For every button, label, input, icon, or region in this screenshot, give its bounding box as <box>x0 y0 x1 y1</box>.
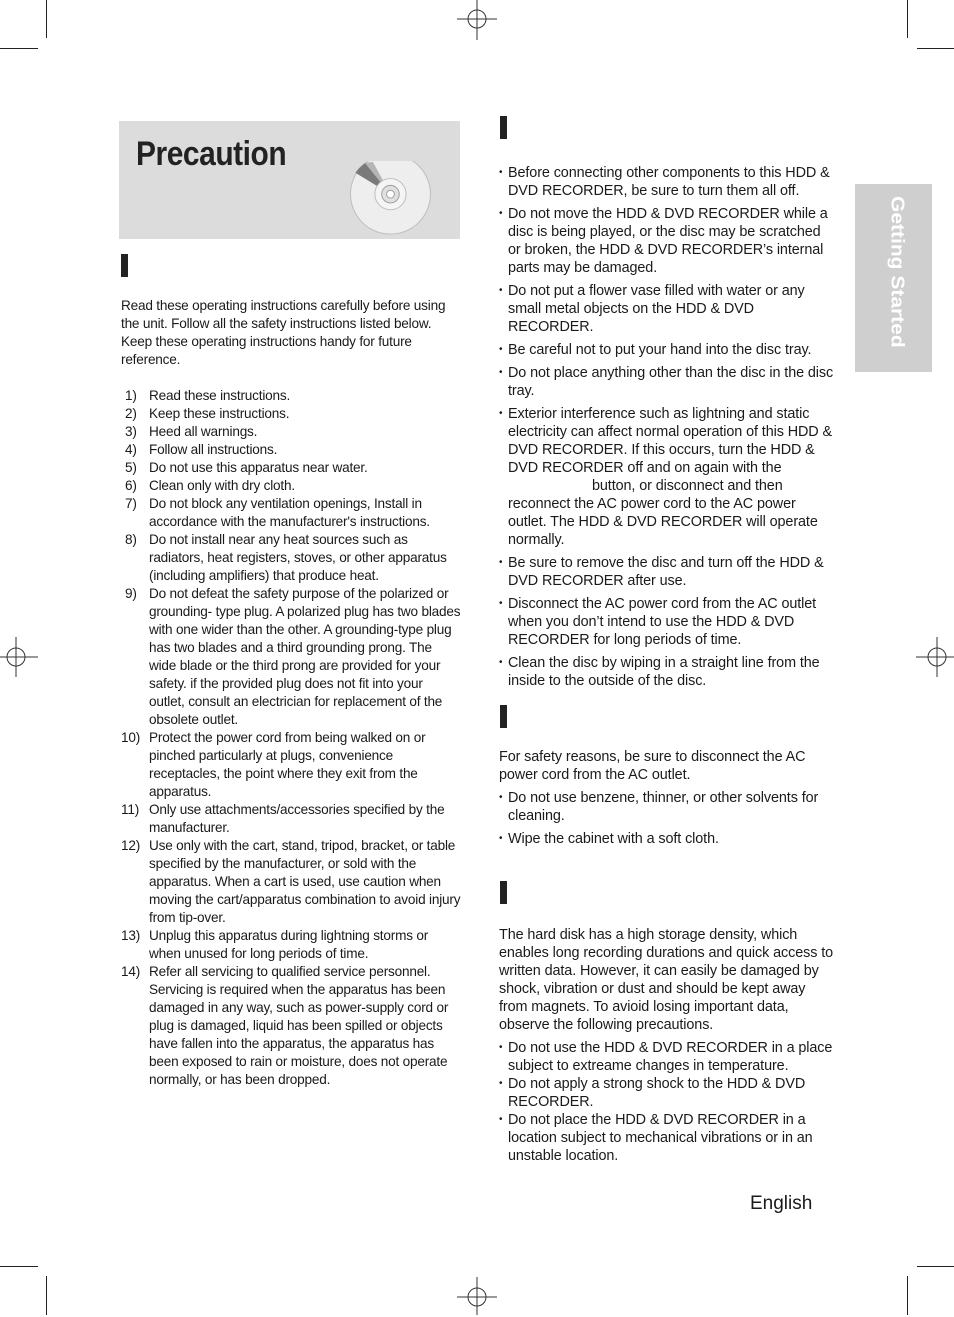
list-item: • Before connecting other components to this HDD & DVD RECORDER, be sure to turn them all off. <box>499 164 837 200</box>
item-number: 9) <box>125 586 137 601</box>
safety-instructions-list <box>121 387 461 1089</box>
hdd-list <box>499 1039 837 1165</box>
registration-mark-right <box>914 637 954 677</box>
list-item <box>121 387 461 405</box>
crop-mark <box>907 1276 908 1315</box>
item-text: Clean only with dry cloth. <box>149 478 295 493</box>
item-number: 5) <box>125 460 137 475</box>
page-title: Precaution <box>136 135 287 173</box>
list-item <box>121 729 461 801</box>
maintenance-intro: For safety reasons, be sure to disconnect the AC power cord from the AC outlet. <box>499 749 806 783</box>
item-text: Heed all warnings. <box>149 424 258 439</box>
crop-mark <box>917 1266 954 1267</box>
section-marker <box>121 254 128 277</box>
list-item: • Clean the disc by wiping in a straight line from the inside to the outside of the disc. <box>499 654 837 690</box>
item-text: Read these instructions. <box>149 388 291 403</box>
item-number: 3) <box>125 424 137 439</box>
item-number: 4) <box>125 442 137 457</box>
item-number: 14) <box>121 964 141 979</box>
crop-mark <box>0 1266 38 1267</box>
list-item: • Do not apply a strong shock to the HDD & DVD RECORDER. <box>499 1075 837 1111</box>
list-item: • Be sure to remove the disc and turn off the HDD & DVD RECORDER after use. <box>499 554 837 590</box>
item-number: 12) <box>121 838 141 853</box>
item-number: 13) <box>121 928 141 943</box>
hdd-intro: The hard disk has a high storage density, which enables long recording durations and quick access to written data. However, it can easily be damaged by shock, vibration or dust and should be kept away from magnets. To avioid losing important data, observe the following precautions. <box>499 927 833 1033</box>
item-text: Do not use this apparatus near water. <box>149 460 368 475</box>
list-item: • Do not use the HDD & DVD RECORDER in a place subject to extreame changes in temperature. <box>499 1039 837 1075</box>
item-text: Follow all instructions. <box>149 442 278 457</box>
item-text: Use only with the cart, stand, tripod, bracket, or table specified by the manufacturer, or sold with the apparatus. When a cart is used, use caution when moving the cart/apparatus combination to avoid injury from tip-over. <box>149 838 461 925</box>
crop-mark <box>0 48 38 49</box>
item-text: Unplug this apparatus during lightning storms or when unused for long periods of time. <box>149 928 429 961</box>
interference-text-cont: button, or disconnect and then reconnect the AC power cord to the AC power outlet. The HDD & DVD RECORDER will operate normally. <box>508 478 818 548</box>
registration-mark-top <box>457 0 497 40</box>
list-item <box>121 927 461 963</box>
crop-mark <box>917 48 954 49</box>
list-item <box>499 405 837 549</box>
maintenance-section <box>499 748 837 853</box>
item-number: 8) <box>125 532 137 547</box>
section-marker <box>500 705 507 728</box>
interference-text: Exterior interference such as lightning and static electricity can affect normal operation of this HDD & DVD RECORDER. If this occurs, turn the HDD & DVD RECORDER off and on again with the <box>508 406 832 476</box>
item-text: Protect the power cord from being walked on or pinched particularly at plugs, convenience receptacles, the point where they exit from the apparatus. <box>149 730 426 799</box>
list-item <box>121 477 461 495</box>
maintenance-list <box>499 789 837 848</box>
handling-list <box>499 164 837 690</box>
list-item: • Wipe the cabinet with a soft cloth. <box>499 830 837 848</box>
item-text: Keep these instructions. <box>149 406 290 421</box>
item-text: Do not install near any heat sources such as radiators, heat registers, stoves, or other apparatus (including amplifiers) that produce heat. <box>149 532 447 583</box>
crop-mark <box>907 0 908 38</box>
title-banner <box>119 121 460 239</box>
list-item: • Be careful not to put your hand into the disc tray. <box>499 341 837 359</box>
list-item <box>121 423 461 441</box>
list-item: • Disconnect the AC power cord from the AC outlet when you don’t intend to use the HDD & DVD RECORDER for long periods of time. <box>499 595 837 649</box>
registration-mark-bottom <box>457 1277 497 1317</box>
crop-mark <box>46 1276 47 1315</box>
section-tab-label: Getting Started <box>887 196 908 348</box>
item-number: 6) <box>125 478 137 493</box>
list-item: • Do not place anything other than the disc in the disc tray. <box>499 364 837 400</box>
list-item <box>121 495 461 531</box>
item-number: 10) <box>121 730 141 745</box>
intro-paragraph: Read these operating instructions carefully before using the unit. Follow all the safety instructions listed below. Keep these operating instructions handy for future reference. <box>121 298 446 367</box>
list-item <box>121 963 461 1089</box>
disc-icon <box>319 161 460 239</box>
registration-mark-left <box>0 637 40 677</box>
item-number: 2) <box>125 406 137 421</box>
item-text: Only use attachments/accessories specified by the manufacturer. <box>149 802 445 835</box>
list-item <box>121 441 461 459</box>
section-marker <box>500 116 507 139</box>
list-item <box>121 837 461 927</box>
list-item: • Do not place the HDD & DVD RECORDER in a location subject to mechanical vibrations or in an unstable location. <box>499 1111 837 1165</box>
hdd-section <box>499 926 837 1165</box>
list-item <box>121 405 461 423</box>
section-marker <box>500 881 507 904</box>
list-item <box>121 531 461 585</box>
crop-mark <box>46 0 47 38</box>
item-text: Do not block any ventilation openings, Install in accordance with the manufacturer's instructions. <box>149 496 430 529</box>
item-text: Refer all servicing to qualified service personnel. Servicing is required when the apparatus has been damaged in any way, such as power-supply cord or plug is damaged, liquid has been spilled or objects have fallen into the apparatus, the apparatus has been exposed to rain or moisture, does not operate normally, or has been dropped. <box>149 964 449 1087</box>
handling-section <box>499 164 837 695</box>
list-item: • Do not put a flower vase filled with water or any small metal objects on the HDD & DVD RECORDER. <box>499 282 837 336</box>
item-number: 1) <box>125 388 137 403</box>
page-language: English <box>750 1193 813 1214</box>
item-number: 7) <box>125 496 137 511</box>
list-item: • Do not move the HDD & DVD RECORDER while a disc is being played, or the disc may be scratched or broken, the HDD & DVD RECORDER’s internal parts may be damaged. <box>499 205 837 277</box>
list-item <box>121 801 461 837</box>
list-item: • Do not use benzene, thinner, or other solvents for cleaning. <box>499 789 837 825</box>
item-number: 11) <box>121 802 140 817</box>
item-text: Do not defeat the safety purpose of the polarized or grounding- type plug. A polarized plug has two blades with one wider than the other. A grounding-type plug has two blades and a third grounding prong. The wide blade or the third prong are provided for your safety. if the provided plug does not fit into your outlet, consult an electrician for replacement of the obsolete outlet. <box>149 586 461 727</box>
list-item <box>121 459 461 477</box>
section-tab <box>855 184 932 372</box>
list-item <box>121 585 461 729</box>
